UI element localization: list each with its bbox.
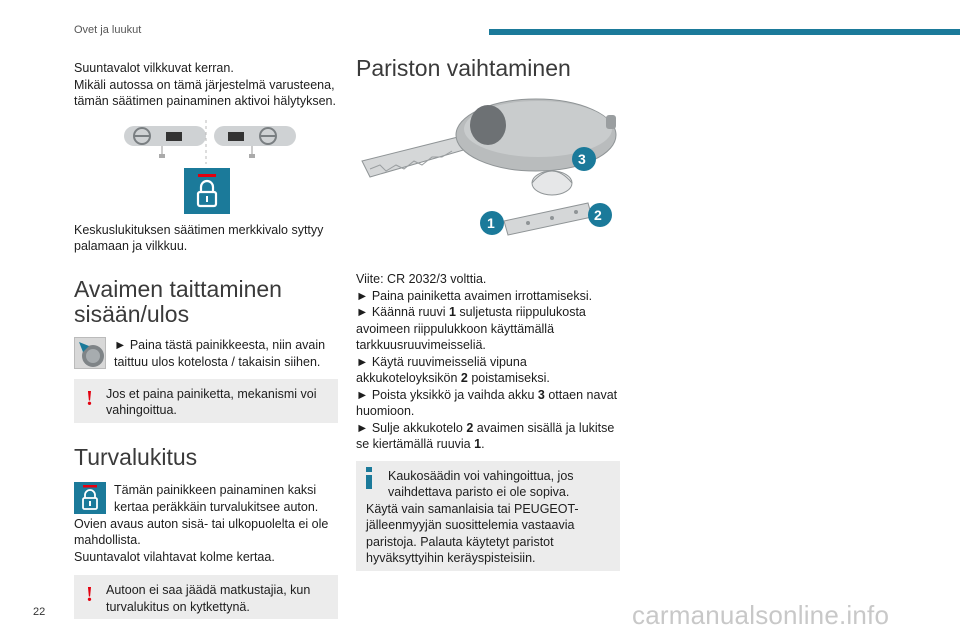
car-key-illustration [74,116,338,168]
lock-button-icon [74,482,106,514]
battery-step-2c: tarkkuusruuvimeisseliä. [356,338,486,352]
lock-indicator-text-1: Keskuslukituksen säätimen merkkivalo syttyy [74,222,324,237]
battery-step-5b: se kiertämällä ruuvia 1. [356,437,485,451]
folding-warning-text-1: Jos et paina painiketta, mekanismi voi [106,386,317,401]
battery-step-2b: avoimeen riippulukkoon käyttämällä [356,321,555,336]
page-number: 22 [33,606,46,618]
callout-3-label: 3 [578,151,586,167]
folding-warning-text-2: vahingoittua. [106,403,177,417]
section-title: Ovet ja luukut [74,24,142,36]
security-text-1: Tämän painikkeen painaminen kaksi [114,482,317,497]
folding-step-text-2: taittuu ulos kotelosta / takaisin siihen. [114,354,321,369]
intro-text-1: Suuntavalot vilkkuvat kerran. [74,61,234,75]
key-battery-diagram [356,95,620,255]
security-text-3: Ovien avaus auton sisä- tai ulkopuolelta ei ole [74,516,329,531]
security-warning-box [74,575,338,619]
folding-heading-line1: Avaimen taittaminen [74,275,282,302]
battery-step-5a: ► Sulje akkukotelo 2 avaimen sisällä ja lukitse [356,420,615,435]
battery-ref: Viite: CR 2032/3 volttia. [356,272,487,286]
info-text-6: hyväksyttyihin keräyspisteisiin. [366,551,536,565]
info-text-5: paristoja. Palauta käytetyt paristot [366,534,554,549]
security-text-5: Suuntavalot vilahtavat kolme kertaa. [74,549,275,564]
battery-step-4b: huomioon. [356,404,415,418]
battery-step-3b: akkukoteloyksikön 2 poistamiseksi. [356,371,550,385]
key-fold-button-icon [74,337,106,369]
warning-icon: ! [86,385,93,410]
folding-warning-box [74,379,338,423]
intro-text-2: Mikäli autossa on tämä järjestelmä varusteena, [74,77,335,92]
info-text-4: jälleenmyyjän suosittelemia vastaavia [366,518,575,532]
battery-step-2a: ► Käännä ruuvi 1 suljetusta riippulukosta [356,305,586,319]
callout-2-label: 2 [594,207,602,223]
header-accent-bar [489,29,960,35]
lock-indicator-text-2: palamaan ja vilkkuu. [74,239,188,253]
left-column [74,60,338,619]
right-column [356,52,620,571]
security-text-4: mahdollista. [74,533,141,547]
security-warning-text-2: turvalukitus on kytkettynä. [106,599,250,614]
security-heading: Turvalukitus [74,443,198,470]
watermark[interactable]: carmanualsonline.info [632,600,890,630]
lock-indicator-icon [184,168,230,214]
alarm-illustration [74,116,338,168]
security-warning-text-1: Autoon ei saa jäädä matkustajia, kun [106,583,311,597]
security-text-2: kertaa peräkkäin turvalukitsee auton. [114,499,319,514]
callout-1-label: 1 [487,215,495,231]
info-text-2: vaihdettava paristo ei ole sopiva. [388,485,570,499]
folding-heading-line2: sisään/ulos [74,300,190,327]
info-icon [366,467,372,489]
battery-step-4a: ► Poista yksikkö ja vaihda akku 3 ottaen navat [356,387,618,402]
warning-icon: ! [86,582,93,606]
battery-step-3a: ► Käytä ruuvimeisseliä vipuna [356,354,527,369]
info-text-3: Käytä vain samanlaisia tai PEUGEOT- [366,501,579,516]
intro-text-3: tämän säätimen painaminen aktivoi hälytyksen. [74,94,336,108]
info-text-1: Kaukosäädin voi vahingoittua, jos [388,468,574,483]
battery-step-1: ► Paina painiketta avaimen irrottamiseksi. [356,288,593,303]
battery-info-box [356,461,620,571]
folding-step-text-1: ► Paina tästä painikkeesta, niin avain [114,337,326,352]
folding-heading [74,277,338,327]
battery-heading: Pariston vaihtaminen [356,55,571,81]
